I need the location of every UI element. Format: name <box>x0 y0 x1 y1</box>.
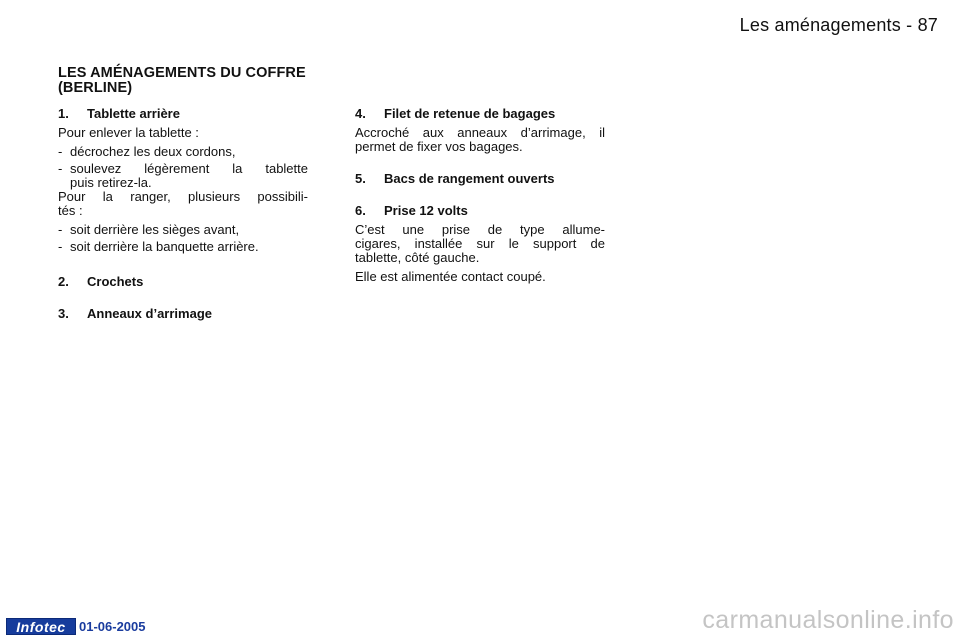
list-item: - soit derrière la banquette arrière. <box>58 239 259 254</box>
list-item: - soit derrière les sièges avant, <box>58 222 240 237</box>
page-title: LES AMÉNAGEMENTS DU COFFRE (BERLINE) <box>58 65 306 96</box>
heading-bacs: 5. Bacs de rangement ouverts <box>355 171 555 186</box>
page-header <box>740 15 938 36</box>
heading-crochets: 2. Crochets <box>58 274 144 289</box>
store-text-line: tés : <box>58 203 83 218</box>
prise-text-line: tablette, côté gauche. <box>355 250 480 265</box>
heading-anneaux: 3. Anneaux d’arrimage <box>58 306 212 321</box>
heading-filet: 4. Filet de retenue de bagages <box>355 106 556 121</box>
prise-text-line: Elle est alimentée contact coupé. <box>355 269 546 284</box>
edition-date: 01-06-2005 <box>79 619 146 634</box>
list-item: - décrochez les deux cordons, <box>58 144 236 159</box>
store-text-line: Pour la ranger, plusieurs possibili- <box>58 189 308 204</box>
prise-text-line: cigares, installée sur le support de <box>355 236 605 251</box>
heading-prise: 6. Prise 12 volts <box>355 203 468 218</box>
infotec-logo: Infotec <box>6 618 76 635</box>
filet-text-line: permet de fixer vos bagages. <box>355 139 523 154</box>
header-separator: - <box>900 15 918 35</box>
filet-text-line: Accroché aux anneaux d’arrimage, il <box>355 125 605 140</box>
page-number: 87 <box>917 15 938 35</box>
prise-text-line: C’est une prise de type allume- <box>355 222 605 237</box>
left-column <box>58 107 308 321</box>
watermark: carmanualsonline.info <box>702 606 954 634</box>
heading-tablette: 1. Tablette arrière <box>58 106 180 121</box>
right-column <box>355 107 605 284</box>
section-title: Les aménagements <box>739 15 901 35</box>
list-item-continued: puis retirez-la. <box>70 175 152 190</box>
remove-intro: Pour enlever la tablette : <box>58 125 199 140</box>
list-item: - soulevez légèrement la tablette <box>58 161 308 176</box>
